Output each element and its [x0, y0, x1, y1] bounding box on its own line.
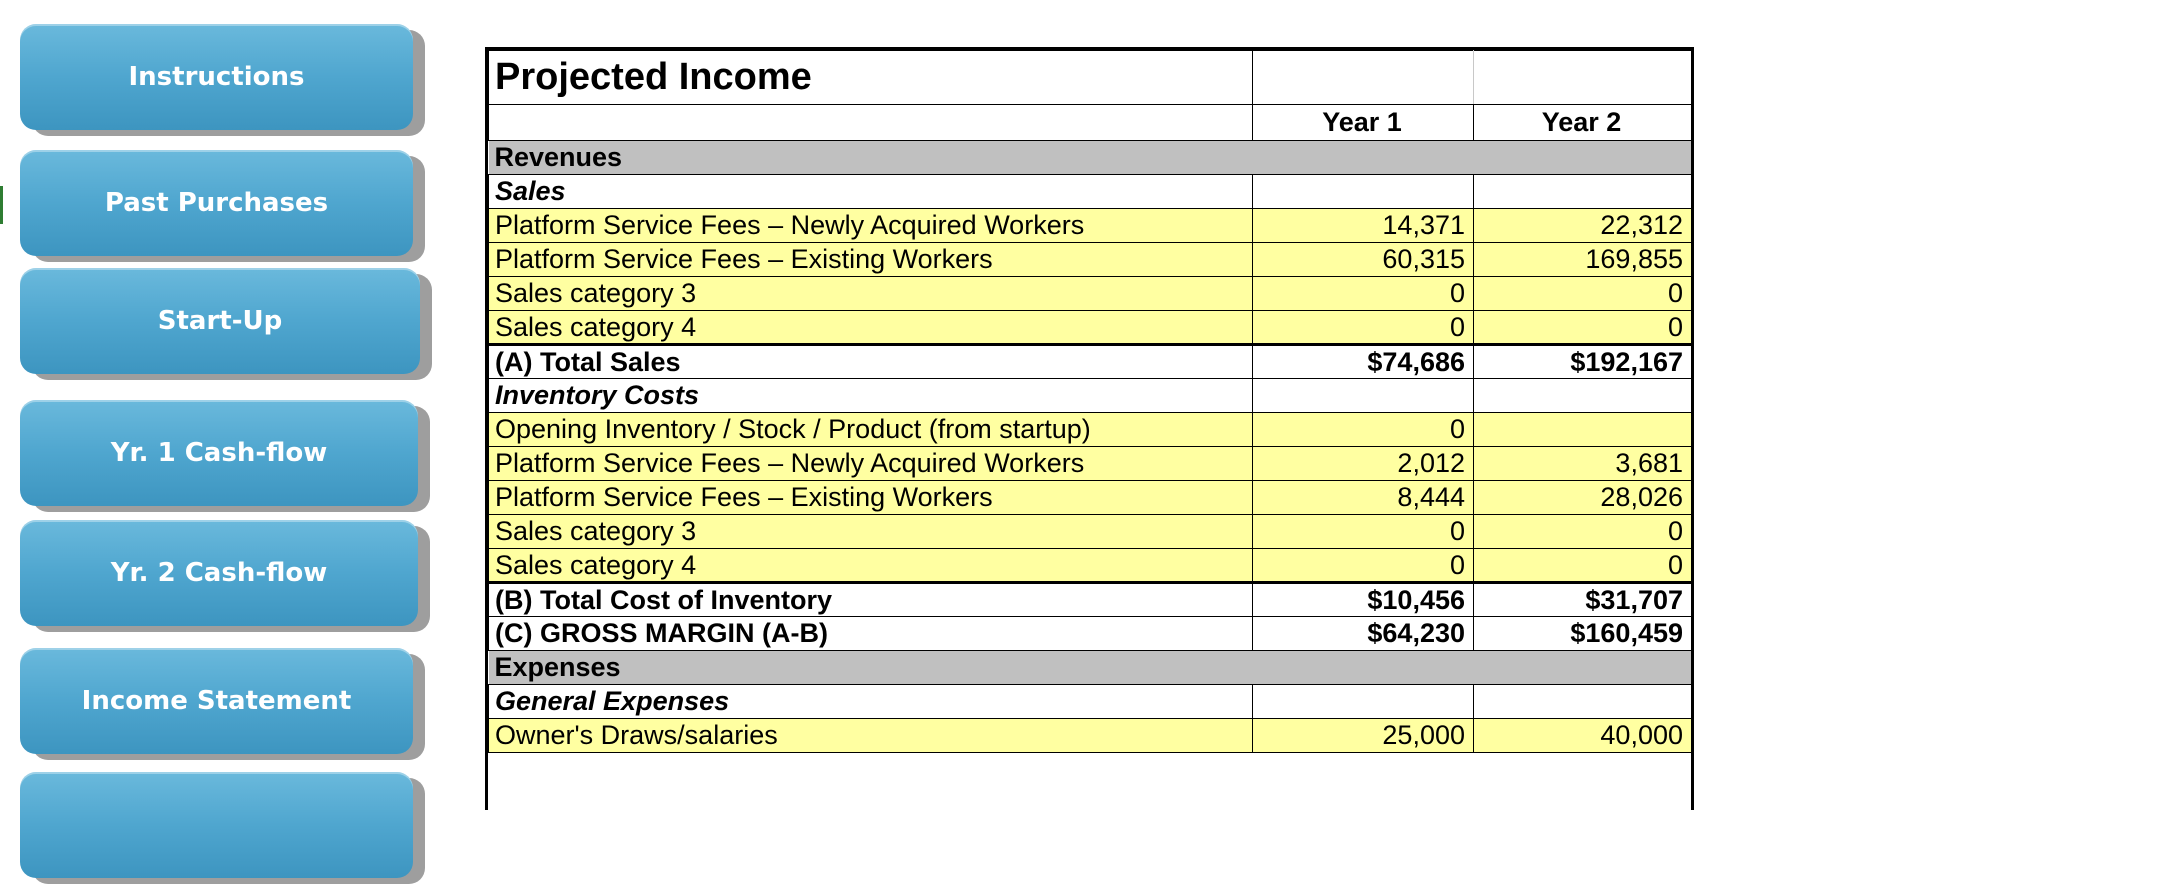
projected-income-sheet	[485, 47, 1694, 810]
row-label: (B) Total Cost of Inventory	[489, 583, 1253, 617]
expenses-label: Expenses	[489, 651, 1692, 685]
sheet-title: Projected Income	[489, 51, 1253, 105]
cell-year1: $74,686	[1253, 345, 1474, 379]
cell-year2[interactable]: 169,855	[1474, 243, 1692, 277]
sales-label: Sales	[489, 175, 1253, 209]
cell-year1[interactable]: 60,315	[1253, 243, 1474, 277]
table-row	[489, 515, 1692, 549]
cell-year1[interactable]: 14,371	[1253, 209, 1474, 243]
total-inventory-row	[489, 583, 1692, 617]
row-label: Sales category 4	[489, 311, 1253, 345]
row-label: Platform Service Fees – Newly Acquired Workers	[489, 209, 1253, 243]
table-row	[489, 413, 1692, 447]
row-label: Platform Service Fees – Existing Workers	[489, 481, 1253, 515]
revenues-label: Revenues	[489, 141, 1692, 175]
table-row	[489, 311, 1692, 345]
cell-year2: $31,707	[1474, 583, 1692, 617]
title-row	[489, 51, 1692, 105]
total-sales-row	[489, 345, 1692, 379]
cell-year2[interactable]: 0	[1474, 277, 1692, 311]
cell-year1[interactable]: 0	[1253, 311, 1474, 345]
nav-button-start-up[interactable]: Start-Up	[20, 268, 420, 374]
row-label: Platform Service Fees – Existing Workers	[489, 243, 1253, 277]
year2-header: Year 2	[1474, 105, 1692, 141]
cell-year1: $64,230	[1253, 617, 1474, 651]
nav-button-instructions[interactable]: Instructions	[20, 24, 413, 130]
table-row	[489, 277, 1692, 311]
cell-year2[interactable]: 0	[1474, 549, 1692, 583]
cell-year1[interactable]: 0	[1253, 549, 1474, 583]
cell-year1: $10,456	[1253, 583, 1474, 617]
row-label: Sales category 4	[489, 549, 1253, 583]
nav-button-yr2-cashflow[interactable]: Yr. 2 Cash-flow	[20, 520, 418, 626]
inventory-label: Inventory Costs	[489, 379, 1253, 413]
general-expenses-label: General Expenses	[489, 685, 1253, 719]
cell-year1[interactable]: 0	[1253, 277, 1474, 311]
cell-year1[interactable]: 0	[1253, 515, 1474, 549]
table-row	[489, 243, 1692, 277]
row-label: (A) Total Sales	[489, 345, 1253, 379]
nav-button-past-purchases[interactable]: Past Purchases	[20, 150, 413, 256]
cell-year1[interactable]: 25,000	[1253, 719, 1474, 753]
row-label: Opening Inventory / Stock / Product (from startup)	[489, 413, 1253, 447]
nav-button-yr1-cashflow[interactable]: Yr. 1 Cash-flow	[20, 400, 418, 506]
year1-header: Year 1	[1253, 105, 1474, 141]
nav-button-income-statement[interactable]: Income Statement	[20, 648, 413, 754]
cell-year2[interactable]: 0	[1474, 311, 1692, 345]
cell-year2[interactable]	[1474, 413, 1692, 447]
row-label: Sales category 3	[489, 277, 1253, 311]
income-table	[488, 50, 1692, 753]
cell-year1[interactable]: 0	[1253, 413, 1474, 447]
cell-year1[interactable]: 2,012	[1253, 447, 1474, 481]
section-band	[489, 141, 1692, 175]
cell-year2[interactable]: 22,312	[1474, 209, 1692, 243]
cell-year2: $192,167	[1474, 345, 1692, 379]
cell-year2[interactable]: 3,681	[1474, 447, 1692, 481]
table-row	[489, 481, 1692, 515]
section-band	[489, 651, 1692, 685]
cell-year2: $160,459	[1474, 617, 1692, 651]
row-label: Sales category 3	[489, 515, 1253, 549]
year-header-row	[489, 105, 1692, 141]
navigation-panel	[0, 0, 460, 788]
row-label: Owner's Draws/salaries	[489, 719, 1253, 753]
table-row	[489, 549, 1692, 583]
cell-year2[interactable]: 28,026	[1474, 481, 1692, 515]
subsection-row	[489, 685, 1692, 719]
table-row	[489, 209, 1692, 243]
cell-year2[interactable]: 40,000	[1474, 719, 1692, 753]
table-row	[489, 447, 1692, 481]
cell-year1[interactable]: 8,444	[1253, 481, 1474, 515]
subsection-row	[489, 175, 1692, 209]
subsection-row	[489, 379, 1692, 413]
table-row	[489, 719, 1692, 753]
row-label: (C) GROSS MARGIN (A-B)	[489, 617, 1253, 651]
gross-margin-row	[489, 617, 1692, 651]
cell-year2[interactable]: 0	[1474, 515, 1692, 549]
row-label: Platform Service Fees – Newly Acquired Workers	[489, 447, 1253, 481]
